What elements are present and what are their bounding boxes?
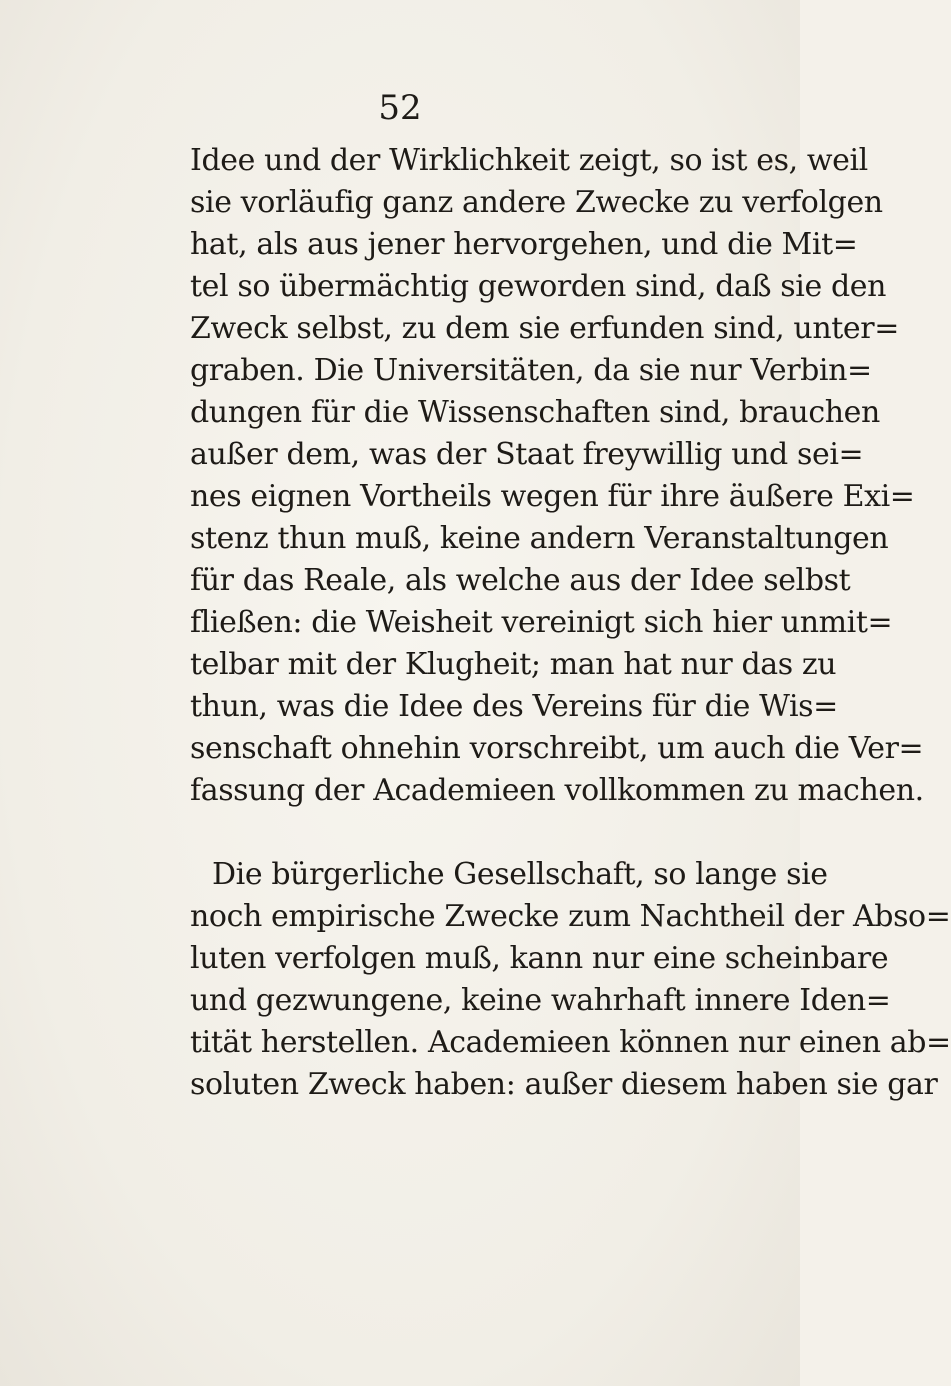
text-line: und gezwungene, keine wahrhaft innere Iden= <box>190 983 891 1018</box>
text-line: thun, was die Idee des Vereins für die Wis= <box>190 689 838 724</box>
text-line: tität herstellen. Academieen können nur einen ab= <box>190 1025 951 1060</box>
text-line: Zweck selbst, zu dem sie erfunden sind, unter= <box>190 311 899 346</box>
paragraph-spacer <box>190 812 670 854</box>
text-line: soluten Zweck haben: außer diesem haben sie gar <box>190 1067 938 1102</box>
page-number: 52 <box>378 88 422 128</box>
text-line: fassung der Academieen vollkommen zu machen. <box>190 773 924 808</box>
text-line: sie vorläufig ganz andere Zwecke zu verfolgen <box>190 185 883 220</box>
text-line: fließen: die Weisheit vereinigt sich hier unmit= <box>190 605 893 640</box>
text-line: luten verfolgen muß, kann nur eine scheinbare <box>190 941 889 976</box>
text-line: hat, als aus jener hervorgehen, und die Mit= <box>190 227 858 262</box>
text-line: stenz thun muß, keine andern Veranstaltungen <box>190 521 889 556</box>
text-line: für das Reale, als welche aus der Idee selbst <box>190 563 851 598</box>
text-line: noch empirische Zwecke zum Nachtheil der Abso= <box>190 899 951 934</box>
paragraph-1 <box>190 140 924 812</box>
paragraph-2 <box>190 854 951 1106</box>
text-line: graben. Die Universitäten, da sie nur Verbin= <box>190 353 872 388</box>
text-line: Idee und der Wirklichkeit zeigt, so ist es, weil <box>190 143 868 178</box>
text-line: dungen für die Wissenschaften sind, brauchen <box>190 395 880 430</box>
text-line: telbar mit der Klugheit; man hat nur das zu <box>190 647 837 682</box>
text-line: tel so übermächtig geworden sind, daß sie den <box>190 269 887 304</box>
text-line: senschaft ohnehin vorschreibt, um auch die Ver= <box>190 731 924 766</box>
body-text <box>190 140 951 1106</box>
text-line: nes eignen Vortheils wegen für ihre äußere Exi= <box>190 479 915 514</box>
text-line: Die bürgerliche Gesellschaft, so lange sie <box>212 857 828 892</box>
text-line: außer dem, was der Staat freywillig und sei= <box>190 437 864 472</box>
